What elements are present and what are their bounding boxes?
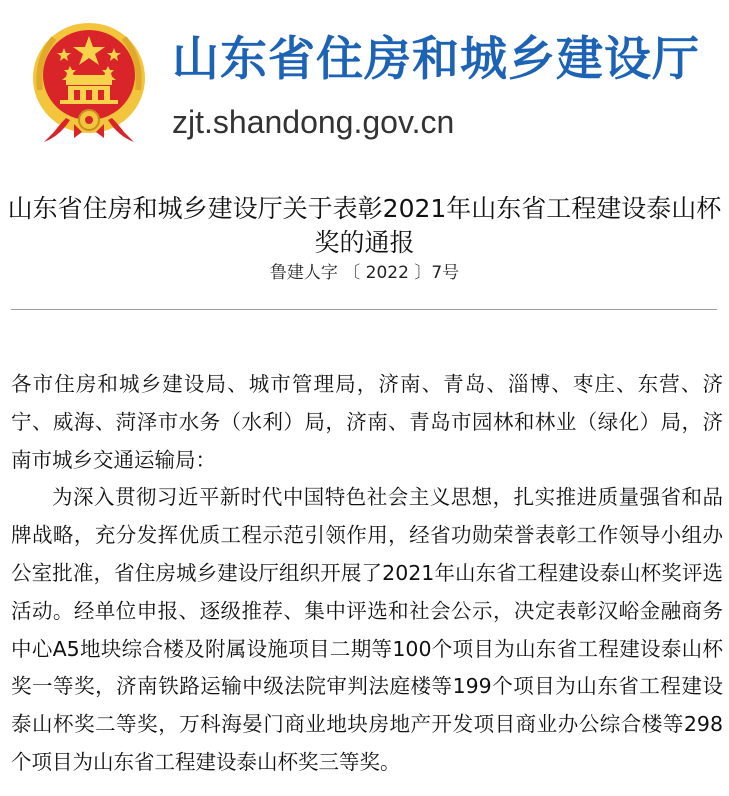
- site-header: [0, 0, 729, 170]
- divider: [11, 309, 717, 310]
- national-emblem-icon: [30, 20, 148, 146]
- document-body: [11, 366, 723, 782]
- site-url[interactable]: zjt.shandong.gov.cn: [172, 104, 455, 140]
- paragraph: 为深入贯彻习近平新时代中国特色社会主义思想，扎实推进质量强省和品牌战略，充分发挥优质工程示范引领作用，经省功勋荣誉表彰工作领导小组办公室批准，省住房城乡建设厅组织开展了2021年山东省工程建设泰山杯奖评选活动。经单位申报、逐级推荐、集中评选和社会公示，决定表彰汉峪金融商务中心A5地块综合楼及附属设施项目二期等100个项目为山东省工程建设泰山杯奖一等奖，济南铁路运输中级法院审判法庭楼等199个项目为山东省工程建设泰山杯奖二等奖，万科海晏门商业地块房地产开发项目商业办公综合楼等298个项目为山东省工程建设泰山杯奖三等奖。: [11, 485, 723, 774]
- addressees: 各市住房和城乡建设局、城市管理局，济南、青岛、淄博、枣庄、东营、济宁、威海、菏泽市水务（水利）局，济南、青岛市园林和林业（绿化）局，济南市城乡交通运输局：: [11, 372, 723, 472]
- site-name: 山东省住房和城乡建设厅: [172, 32, 700, 87]
- document-number: 鲁建人字 〔 2022 〕7号: [269, 263, 460, 283]
- document-title: 山东省住房和城乡建设厅关于表彰2021年山东省工程建设泰山杯奖的通报: [7, 194, 722, 257]
